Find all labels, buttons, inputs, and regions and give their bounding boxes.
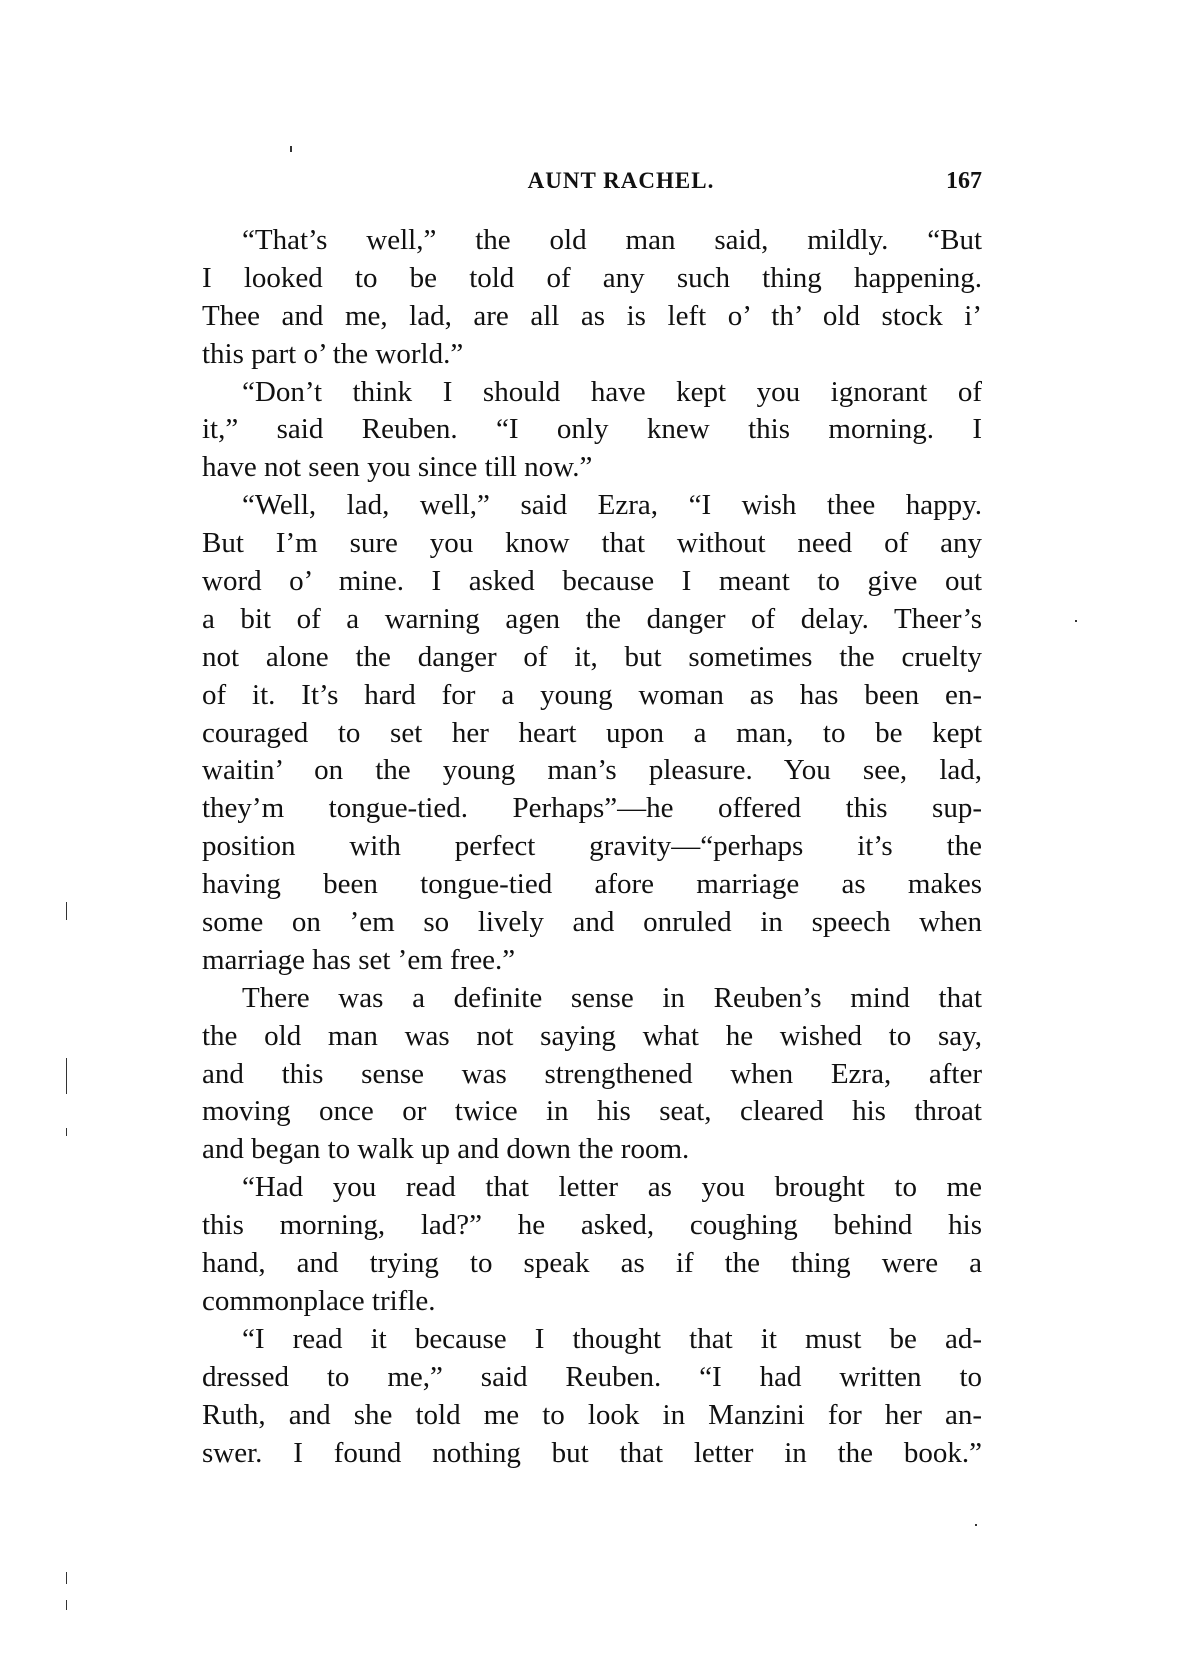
scan-speck: [975, 1524, 977, 1526]
text-line: of it. It’s hard for a young woman as has been en-: [202, 678, 982, 711]
text-line: this part o’ the world.”: [202, 337, 464, 370]
scan-speck: [1075, 620, 1077, 622]
text-line: have not seen you since till now.”: [202, 451, 593, 484]
page-number: 167: [946, 168, 982, 194]
text-line: “Well, lad, well,” said Ezra, “I wish thee happy.: [242, 489, 982, 522]
text-line: waitin’ on the young man’s pleasure. You see, lad,: [202, 754, 982, 787]
text-line: There was a definite sense in Reuben’s mind that: [242, 981, 982, 1014]
text-line: Thee and me, lad, are all as is left o’ th’ old stock i’: [202, 299, 982, 332]
text-line: it,” said Reuben. “I only knew this morning. I: [202, 413, 982, 446]
text-line: moving once or twice in his seat, cleared his throat: [202, 1095, 982, 1128]
text-line: the old man was not saying what he wished to say,: [202, 1019, 982, 1052]
scan-speck: [290, 146, 292, 152]
text-line: But I’m sure you know that without need of any: [202, 527, 982, 560]
text-line: hand, and trying to speak as if the thing were a: [202, 1247, 982, 1280]
text-line: Ruth, and she told me to look in Manzini for her an-: [202, 1398, 982, 1431]
scan-speck: [66, 1058, 67, 1094]
text-line: dressed to me,” said Reuben. “I had written to: [202, 1360, 982, 1393]
page-header: [202, 168, 982, 204]
running-head: AUNT RACHEL.: [527, 168, 715, 193]
text-line: “I read it because I thought that it must be ad-: [242, 1322, 982, 1355]
text-line: “Don’t think I should have kept you ignorant of: [242, 375, 982, 408]
text-line: and began to walk up and down the room.: [202, 1133, 690, 1166]
text-line: not alone the danger of it, but sometimes the cruelty: [202, 640, 982, 673]
text-line: commonplace trifle.: [202, 1284, 436, 1317]
scan-speck: [66, 1600, 67, 1610]
text-line: couraged to set her heart upon a man, to be kept: [202, 716, 982, 749]
scan-speck: [66, 902, 67, 920]
text-line: word o’ mine. I asked because I meant to give out: [202, 565, 982, 598]
text-line: some on ’em so lively and onruled in speech when: [202, 906, 982, 939]
text-line: I looked to be told of any such thing happening.: [202, 261, 982, 294]
text-line: marriage has set ’em free.”: [202, 943, 516, 976]
text-line: this morning, lad?” he asked, coughing behind his: [202, 1209, 982, 1242]
text-line: having been tongue-tied afore marriage as makes: [202, 868, 982, 901]
text-line: and this sense was strengthened when Ezra, after: [202, 1057, 982, 1090]
text-line: a bit of a warning agen the danger of delay. Theer’s: [202, 602, 982, 635]
scan-speck: [66, 1128, 67, 1136]
text-line: swer. I found nothing but that letter in the book.”: [202, 1436, 982, 1469]
text-line: they’m tongue-tied. Perhaps”—he offered this sup-: [202, 792, 982, 825]
text-line: position with perfect gravity—“perhaps it’s the: [202, 830, 982, 863]
text-line: “Had you read that letter as you brought to me: [242, 1171, 982, 1204]
text-line: “That’s well,” the old man said, mildly. “But: [242, 224, 982, 256]
scan-speck: [66, 1572, 67, 1584]
body-text: [202, 222, 982, 1472]
